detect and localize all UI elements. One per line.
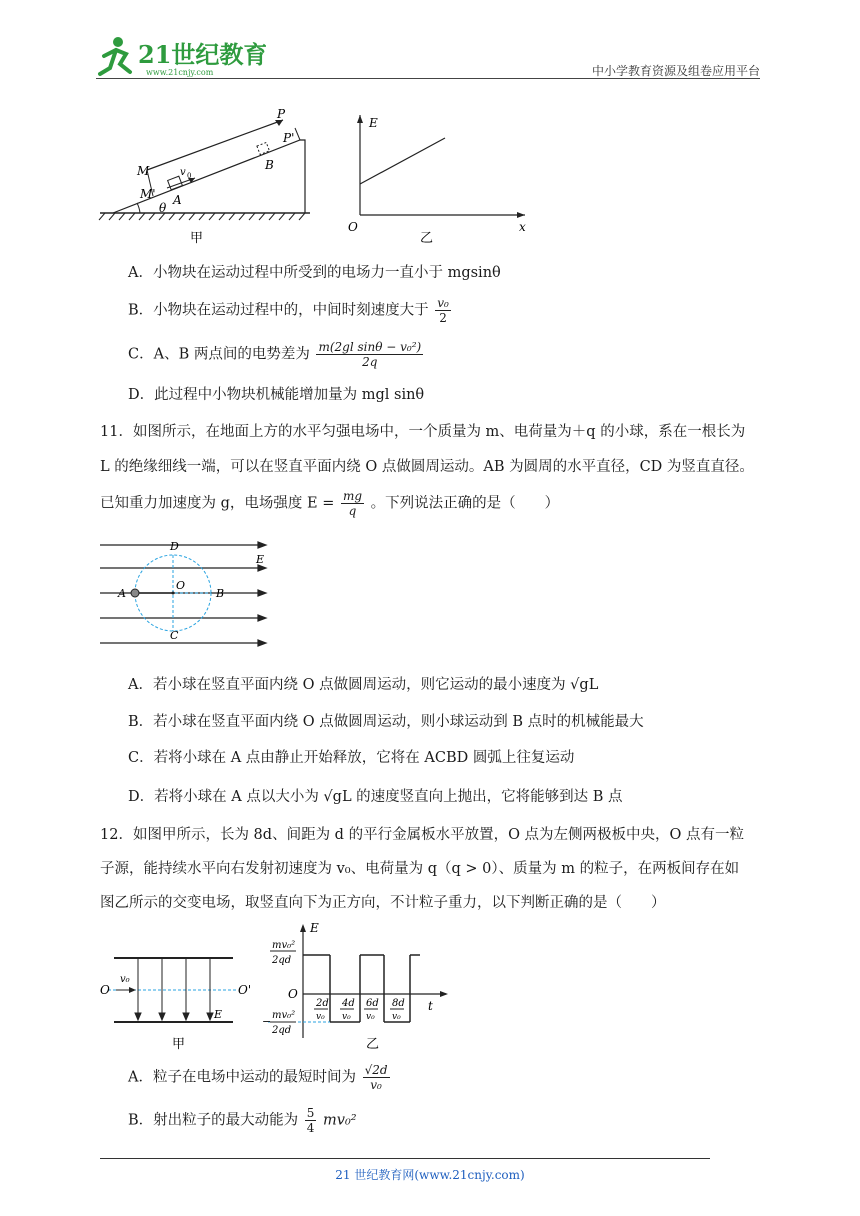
svg-text:E: E xyxy=(256,553,265,566)
svg-text:O: O xyxy=(288,987,298,1001)
svg-text:乙: 乙 xyxy=(420,231,434,246)
svg-text:v₀: v₀ xyxy=(366,1012,375,1022)
svg-text:B: B xyxy=(216,587,225,600)
footer-text[interactable]: 21 世纪教育网(www.21cnjy.com) xyxy=(335,1168,525,1182)
svg-text:v₀: v₀ xyxy=(120,974,130,985)
q11-option-d: D．若将小球在 A 点以大小为 √gL 的速度竖直向上抛出，它将能够到达 B 点 xyxy=(128,789,623,805)
header-tagline: 中小学教育资源及组卷应用平台 xyxy=(591,64,760,78)
svg-text:2qd: 2qd xyxy=(272,955,292,966)
header-logo xyxy=(96,34,266,78)
svg-text:8d: 8d xyxy=(392,998,405,1009)
svg-text:v₀: v₀ xyxy=(316,1012,325,1022)
q10-option-d: D．此过程中小物块机械能增加量为 mgl sinθ xyxy=(128,387,425,403)
svg-text:θ: θ xyxy=(159,201,167,215)
logo-text: 21世纪教育 xyxy=(138,40,266,69)
q12-stem-line2: 子源，能持续水平向右发射初速度为 v₀、电荷量为 q（q > 0）、质量为 m 的粒子，在两板间存在如 xyxy=(100,861,740,877)
svg-text:P: P xyxy=(277,107,286,121)
q12-stem-line3: 图乙所示的交变电场，取竖直向下为正方向，不计粒子重力，以下判断正确的是（ ） xyxy=(100,895,666,911)
svg-text:E: E xyxy=(214,1008,223,1021)
svg-text:D: D xyxy=(170,540,179,553)
q11-stem-line3: 已知重力加速度为 g，电场强度 E = $\frac{mg}{q}$ 。下列说法正确的是（ ） xyxy=(100,489,560,518)
svg-text:6d: 6d xyxy=(366,998,379,1009)
svg-text:甲: 甲 xyxy=(172,1037,186,1052)
q12-option-a: A．粒子在电场中运动的最短时间为 $\frac{√2d}{\text{v₀}}$ xyxy=(128,1063,388,1092)
svg-text:v₀: v₀ xyxy=(342,1012,351,1022)
svg-text:O: O xyxy=(176,579,186,592)
q10-option-a: A．小物块在运动过程中所受到的电场力一直小于 mgsinθ xyxy=(128,265,501,281)
svg-text:v: v xyxy=(180,167,186,178)
q11-figure xyxy=(98,535,278,655)
q12-option-b: B．射出粒子的最大动能为 $\frac{5}{4}$ mv₀² xyxy=(128,1106,357,1135)
svg-text:M': M' xyxy=(140,187,156,201)
svg-text:mv₀²: mv₀² xyxy=(272,940,296,951)
q10-option-c: C．A、B 两点间的电势差为 $\frac{\text{m(2gl sinθ − v₀²)}}{2q}$ xyxy=(128,340,422,369)
svg-text:M: M xyxy=(137,164,150,178)
svg-text:mv₀²: mv₀² xyxy=(272,1010,296,1021)
runner-logo-icon xyxy=(96,34,266,78)
q11-option-c: C．若将小球在 A 点由静止开始释放，它将在 ACBD 圆弧上往复运动 xyxy=(128,750,575,766)
q10-figure xyxy=(95,100,535,250)
q12-stem-line1: 12．如图甲所示，长为 8d、间距为 d 的平行金属板水平放置，O 点为左侧两极板中央，O 点有一粒 xyxy=(100,827,745,843)
q11-option-a: A．若小球在竖直平面内绕 O 点做圆周运动，则它运动的最小速度为 √gL xyxy=(128,677,599,693)
svg-text:A: A xyxy=(118,587,126,600)
header-divider xyxy=(96,78,760,79)
q11-stem-line2: L 的绝缘细线一端，可以在竖直平面内绕 O 点做圆周运动。AB 为圆周的水平直径，CD 为竖直直径。 xyxy=(100,459,754,475)
footer-divider xyxy=(100,1158,710,1159)
q10-option-b: B．小物块在运动过程中的，中间时刻速度大于 $\frac{\text{v₀}}{2}$ xyxy=(128,296,449,325)
svg-text:O: O xyxy=(348,220,358,234)
svg-text:O: O xyxy=(100,983,110,997)
svg-text:乙: 乙 xyxy=(366,1037,380,1052)
q11-option-b: B．若小球在竖直平面内绕 O 点做圆周运动，则小球运动到 B 点时的机械能最大 xyxy=(128,714,644,730)
q12-figure xyxy=(98,918,458,1054)
svg-text:A: A xyxy=(173,193,182,207)
svg-text:2qd: 2qd xyxy=(272,1025,292,1036)
svg-text:t: t xyxy=(428,999,433,1013)
svg-text:0: 0 xyxy=(187,172,192,180)
svg-text:−: − xyxy=(262,1015,272,1028)
svg-text:v₀: v₀ xyxy=(392,1012,401,1022)
svg-text:甲: 甲 xyxy=(190,231,204,246)
svg-text:E: E xyxy=(369,116,378,130)
svg-text:4d: 4d xyxy=(342,998,355,1009)
svg-text:P': P' xyxy=(283,131,295,145)
svg-text:B: B xyxy=(265,158,274,172)
q11-stem-line1: 11．如图所示，在地面上方的水平匀强电场中，一个质量为 m、电荷量为＋q 的小球，系在一根长为 xyxy=(100,424,746,440)
svg-text:2d: 2d xyxy=(316,998,329,1009)
svg-text:O': O' xyxy=(238,983,252,997)
logo-url: www.21cnjy.com xyxy=(146,68,214,77)
svg-text:C: C xyxy=(170,629,179,642)
svg-text:x: x xyxy=(519,220,526,234)
svg-text:E: E xyxy=(310,921,319,935)
